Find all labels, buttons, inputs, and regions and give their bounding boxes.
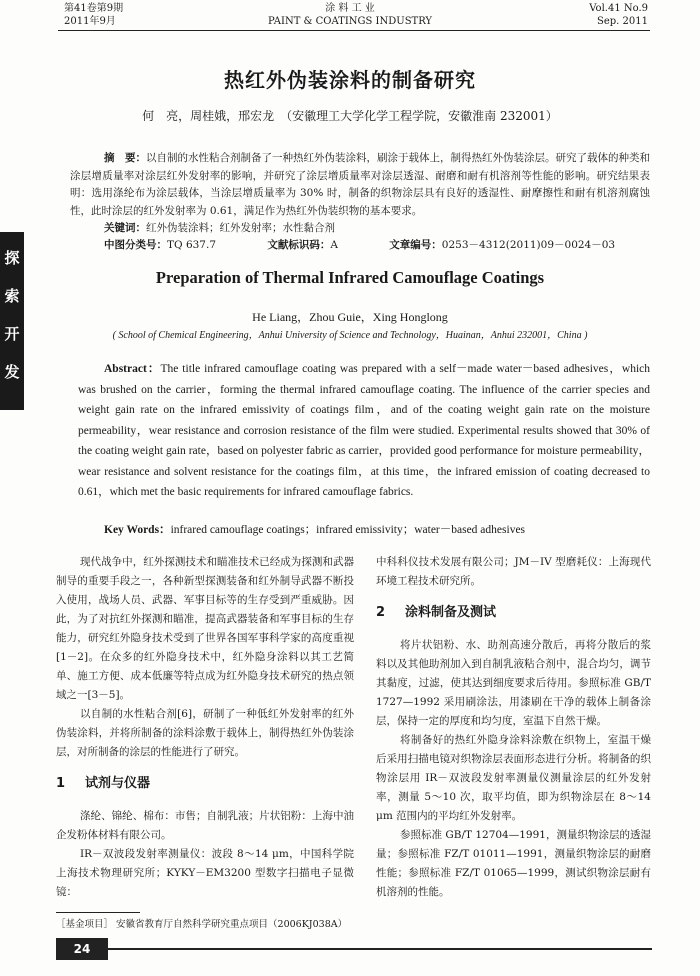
funding-footnote: ［基金项目］ 安徽省教育厅自然科学研究重点项目（2006KJ038A）	[56, 919, 348, 930]
abstract-en-label: Abstract：	[104, 363, 161, 375]
footnote-rule	[56, 912, 140, 913]
title-zh: 热红外伪装涂料的制备研究	[224, 68, 476, 92]
body-paragraph: 将片状铝粉、水、助剂高速分散后，再将分散后的浆料以及其他助剂加入到自制乳液粘合剂中，混合均匀，调节其黏度，过滤，使其达到细度要求后待用。参照标准 GB/T 1727—1992 采用刷涂法，用漆刷在干净的载体上制备涂层，保持一定的厚度和均匀度，室温下自然干燥。	[376, 639, 651, 727]
classification-line	[104, 237, 663, 252]
abstract-zh-text: 以自制的水性粘合剂制备了一种热红外伪装涂料，刷涂于载体上，制得热红外伪装涂层。研究了载体的种类和涂层增质量率对涂层红外发射率的影响，并研究了涂层增质量率对涂层透湿、耐磨和耐有机溶剂等性能的影响。研究结果表明：选用涤纶布为涂层载体，当涂层增质量率为 30% 时，制备的织物涂层具有良好的透湿性、耐摩擦性和耐有机溶剂腐蚀性，此时涂层的红外发射率为 0.61，满足作为热红外伪装织物的基本要求。	[70, 152, 650, 217]
footer-rule	[108, 948, 652, 950]
keywords-en-label: Key Words：	[104, 524, 171, 536]
vol-no: Vol.41 No.9	[589, 3, 648, 14]
header-rule	[58, 30, 650, 31]
body-paragraph: 将制备好的热红外隐身涂料涂敷在织物上，室温干燥后采用扫描电镜对织物涂层表面形态进行分析。将制备的织物涂层用 IR－双波段发射率测量仪测量涂层的红外发射率，测量 5～10 次，取平均值，即为织物涂层在 8～14 μm 范围内的平均红外发射率。	[376, 734, 651, 822]
abstract-zh-label: 摘 要：	[104, 152, 146, 164]
keywords-zh	[104, 220, 335, 235]
section-title: 试剂与仪器	[85, 776, 151, 791]
section-number: 1	[56, 776, 66, 791]
header-right	[589, 2, 648, 28]
body-column-left	[56, 553, 354, 902]
intro-paragraph: 以自制的水性粘合剂[6]，研制了一种低红外发射率的红外伪装涂料，并将所制备的涂料涂敷于载体上，制得热红外伪装涂层，对所制备的涂层的性能进行了研究。	[56, 708, 354, 758]
side-tab-char: 发	[4, 363, 20, 381]
abstract-en-text: The title infrared camouflage coating was prepared with a self－made water－based adhesives，which was brushed on the carrier，forming the thermal infrared camouflage coating. The influence of the carrier species and weight gain rate on the infrared emissivity of coatings film，and of the coating weight gain rate on the moisture permeability，wear resistance and corrosion resistance of the film were studied. Experimental results showed that 30% of the coating weight gain rate，based on polyester fabric as carrier，provided good performance for moisture permeability，wear resistance and solvent resistance for the coatings film，at this time，the infrared emission of coating decreased to 0.61，which met the basic requirements for infrared camouflage fabrics.	[78, 363, 651, 498]
body-paragraph: IR－双波段发射率测量仪：波段 8～14 μm，中国科学院上海技术物理研究所；KYKY－EM3200 型数字扫描电子显微镜：	[56, 848, 354, 898]
abstract-zh	[70, 150, 650, 220]
journal-name-en: PAINT & COATINGS INDUSTRY	[267, 16, 433, 27]
body-paragraph: 涤纶、锦纶、棉布：市售；自制乳液；片状铝粉：上海中油企发粉体材料有限公司。	[56, 810, 354, 841]
body-paragraph: 参照标准 GB/T 12704—1991，测量织物涂层的透湿量；参照标准 FZ/T 01011—1991，测量织物涂层的耐磨性能；参照标准 FZ/T 01065—1999，测试织物涂层耐有机溶剂的性能。	[376, 829, 651, 898]
page-number: 24	[56, 938, 108, 960]
article-number: 文章编号：0253－4312(2011)09－0024－03	[389, 239, 616, 251]
journal-name-zh: 涂 料 工 业	[325, 3, 375, 14]
intro-paragraph: 现代战争中，红外探测技术和瞄准技术已经成为探测和武器制导的重要手段之一，各种新型探测装备和红外制导武器不断投入使用，战场人员、武器、军事目标等的生存受到严重威胁。因此，为了对抗红外探测和瞄准，提高武器装备和军事目标的生存能力，研究红外隐身技术受到了世界各国军事科学家的高度重视[1－2]。在众多的红外隐身技术中，红外隐身涂料以其工艺简单、施工方便、成本低廉等特点成为红外隐身技术研究的热点领域之一[3－5]。	[56, 556, 354, 701]
section-heading-2	[376, 603, 651, 622]
keywords-en	[104, 521, 525, 537]
section-title: 涂料制备及测试	[405, 605, 497, 620]
side-tab-char: 索	[4, 287, 20, 305]
date-zh: 2011年9月	[64, 16, 116, 27]
running-header	[0, 0, 700, 30]
section-number: 2	[376, 605, 386, 620]
date-en: Sep. 2011	[597, 16, 648, 27]
affiliation-en: ( School of Chemical Engineering，Anhui University of Science and Technology，Huainan，Anhui 232001，China )	[112, 330, 588, 341]
keywords-zh-text: 红外伪装涂料；红外发射率；水性黏合剂	[146, 222, 335, 234]
body-column-right	[376, 553, 651, 902]
side-tab-char: 探	[4, 249, 20, 267]
keywords-en-text: infrared camouflage coatings；infrared emissivity；water－based adhesives	[170, 524, 526, 536]
authors-en: He Liang，Zhou Guie，Xing Honglong	[252, 310, 448, 324]
body-paragraph: 中科科仪技术发展有限公司；JM－IV 型磨耗仪：上海现代环境工程技术研究所。	[376, 556, 651, 587]
side-tab-char: 开	[4, 325, 20, 343]
keywords-zh-label: 关键词：	[104, 222, 146, 234]
abstract-en	[78, 359, 650, 503]
clc-code: 中图分类号：TQ 637.7	[104, 239, 217, 251]
authors-zh: 何 亮，周桂娥，邢宏龙 （安徽理工大学化学工程学院，安徽淮南 232001）	[142, 109, 558, 123]
doc-code: 文献标识码：A	[267, 239, 338, 251]
section-heading-1	[56, 774, 354, 793]
issue-zh: 第41卷第9期	[64, 3, 124, 14]
title-en: Preparation of Thermal Infrared Camouflage Coatings	[155, 268, 545, 287]
